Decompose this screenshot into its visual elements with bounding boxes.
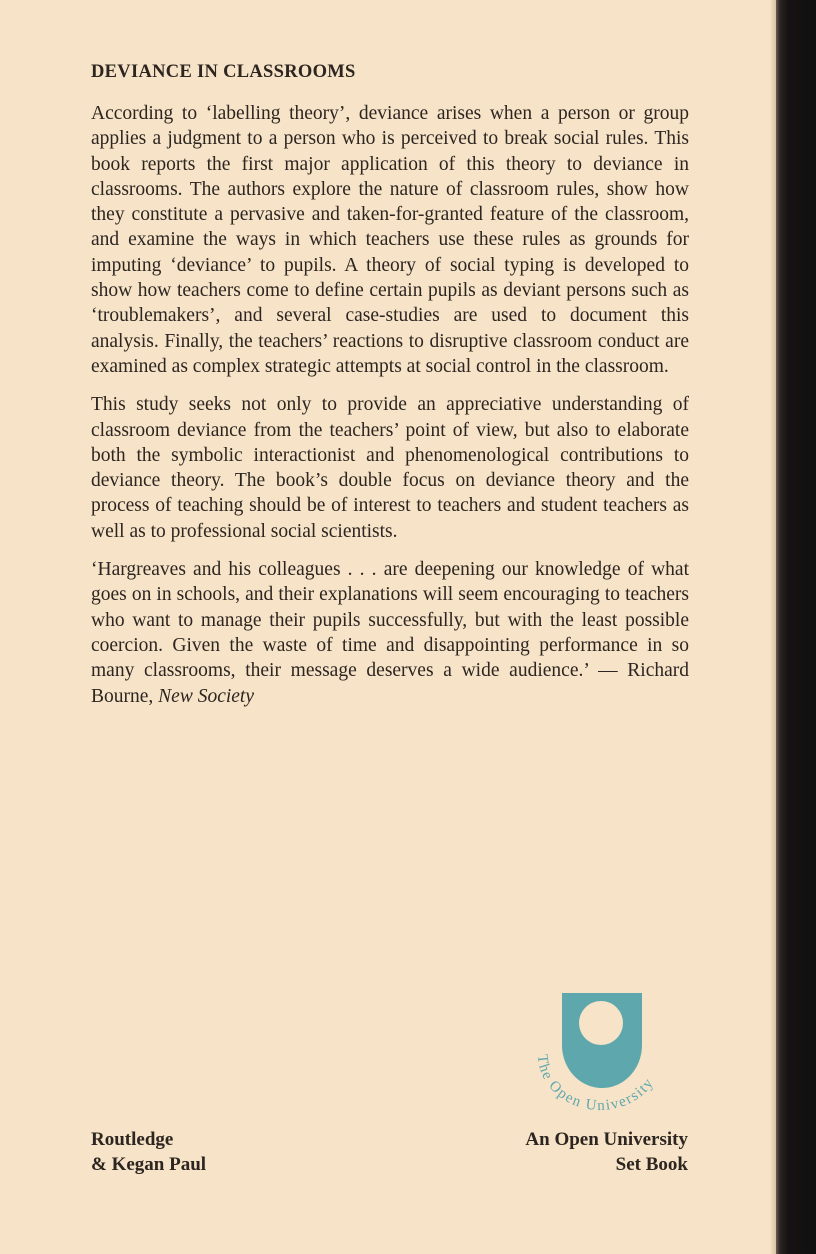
series-line-1: An Open University bbox=[525, 1129, 688, 1150]
book-spine bbox=[776, 0, 816, 1254]
logo-circle-icon bbox=[579, 1001, 623, 1045]
open-university-logo bbox=[520, 985, 680, 1115]
publisher-imprint bbox=[91, 1127, 206, 1177]
logo-text: The Open University bbox=[533, 1053, 658, 1115]
publisher-line-2: & Kegan Paul bbox=[91, 1154, 207, 1175]
blurb-paragraph-2: This study seeks not only to provide an appreciative understanding of classroom deviance from the teachers’ point of view, but also to elaborate both the symbolic interactionist and phenomenological contributions to deviance theory. The book’s double focus on deviance theory and the process of teaching should be of interest to teachers and student teachers as well as to professional social scientists. bbox=[91, 394, 689, 542]
book-title: DEVIANCE IN CLASSROOMS bbox=[91, 62, 356, 82]
series-label bbox=[525, 1127, 688, 1177]
review-text: ‘Hargreaves and his colleagues . . . are deepening our knowledge of what goes on in schools, and their explanations will seem encouraging to teachers who want to manage their pupils successfully, but with the least possible coercion. Given the waste of time and disappointing performance in so many classrooms, their message deserves a wide audience.’ — Richard Bourne, bbox=[91, 559, 689, 707]
review-quote bbox=[91, 557, 689, 709]
series-line-2: Set Book bbox=[615, 1154, 688, 1175]
review-source: New Society bbox=[158, 685, 254, 707]
blurb bbox=[91, 101, 689, 722]
publisher-line-1: Routledge bbox=[91, 1129, 174, 1150]
blurb-paragraph-1: According to ‘labelling theory’, deviance arises when a person or group applies a judgment to a person who is perceived to break social rules. This book reports the first major application of this theory to deviance in classrooms. The authors explore the nature of classroom rules, show how they constitute a pervasive and taken-for-granted feature of the classroom, and examine the ways in which teachers use these rules as grounds for imputing ‘deviance’ to pupils. A theory of social typing is developed to show how teachers come to define certain pupils as deviant persons such as ‘troublemakers’, and several case-studies are used to document this analysis. Finally, the teachers’ reactions to disruptive classroom conduct are examined as complex strategic attempts at social control in the classroom. bbox=[91, 103, 689, 377]
